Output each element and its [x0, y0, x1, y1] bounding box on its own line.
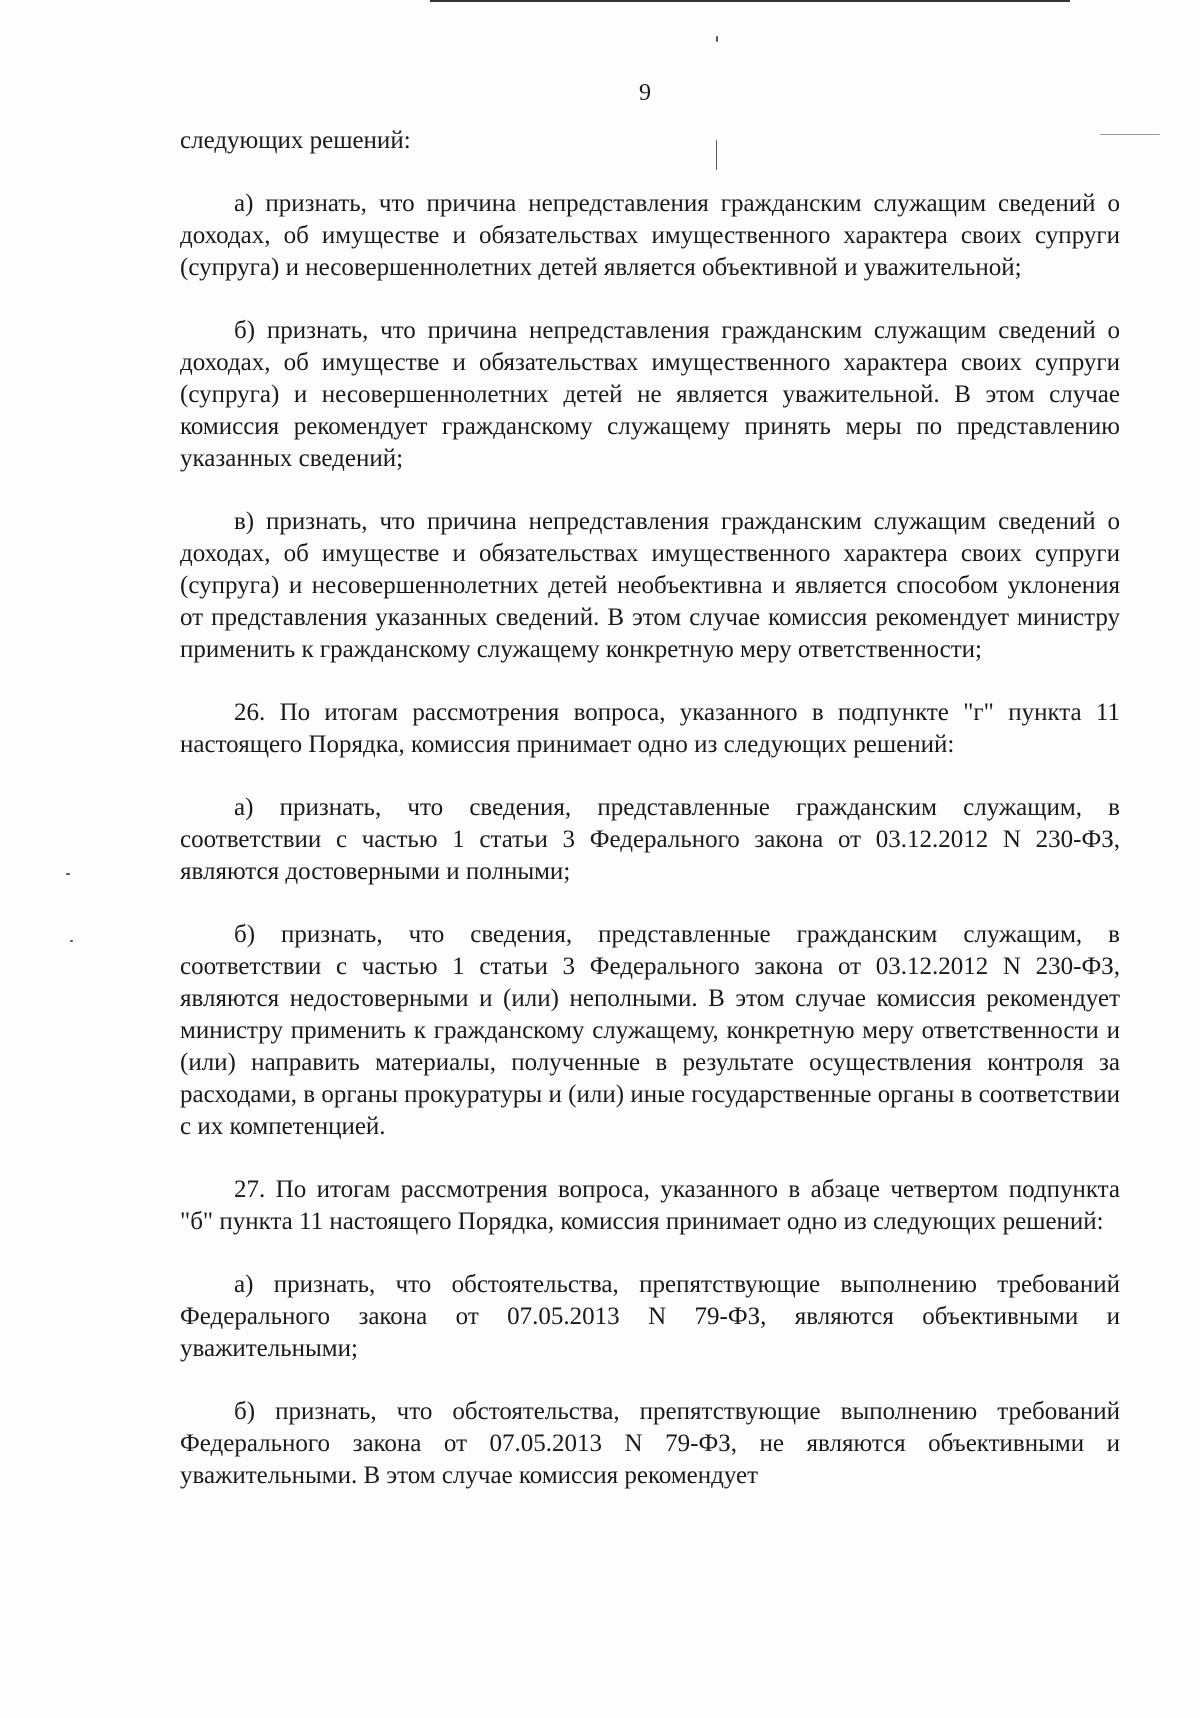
top-border-line	[430, 0, 1070, 2]
paragraph-continuation: следующих решений:	[180, 127, 411, 154]
document-body	[180, 125, 1120, 1523]
scan-speck	[716, 140, 717, 170]
paragraph-clause-b-not-valid: б) признать, что причина непредставления гражданским служащим сведений о доходах, об имуществе и обязательствах имущественного характера своих супруги (супруга) и несовершеннолетних детей не является уважительной. В этом случае комиссия рекомендует гражданскому служащему принять меры по представлению указанных сведений;	[180, 317, 1120, 472]
paragraph-item-26-b: б) признать, что сведения, представленные гражданским служащим, в соответствии с частью 1 статьи 3 Федерального закона от 03.12.2012 N 230-ФЗ, являются недостоверными и (или) неполными. В этом случае комиссия рекомендует министру применить к гражданскому служащему, конкретную меру ответственности и (или) направить материалы, полученные в результате осуществления контроля за расходами, в органы прокуратуры и (или) иные государственные органы в соответствии с их компетенцией.	[180, 921, 1120, 1140]
paragraph-clause-v-evasion: в) признать, что причина непредставления гражданским служащим сведений о доходах, об имуществе и обязательствах имущественного характера своих супруги (супруга) и несовершеннолетних детей необъективна и является способом уклонения от представления указанных сведений. В этом случае комиссия рекомендует министру применить к гражданскому служащему конкретную меру ответственности;	[180, 508, 1120, 663]
paragraph-item-26: 26. По итогам рассмотрения вопроса, указанного в подпункте "г" пункта 11 настоящего Порядка, комиссия принимает одно из следующих решений:	[180, 699, 1120, 758]
paragraph-item-26-a: а) признать, что сведения, представленные гражданским служащим, в соответствии с частью 1 статьи 3 Федерального закона от 03.12.2012 N 230-ФЗ, являются достоверными и полными;	[180, 794, 1120, 885]
page-number: 9	[639, 80, 651, 106]
paragraph-item-27-b: б) признать, что обстоятельства, препятствующие выполнению требований Федерального закона от 07.05.2013 N 79-ФЗ, не являются объективными и уважительными. В этом случае комиссия рекомендует	[180, 1398, 1120, 1489]
paragraph-item-27: 27. По итогам рассмотрения вопроса, указанного в абзаце четвертом подпункта "б" пункта 11 настоящего Порядка, комиссия принимает одно из следующих решений:	[180, 1176, 1120, 1235]
scan-speck	[1100, 134, 1160, 135]
paragraph-item-27-a: а) признать, что обстоятельства, препятствующие выполнению требований Федерального закона от 07.05.2013 N 79-ФЗ, являются объективными и уважительными;	[180, 1271, 1120, 1362]
scan-speck	[716, 36, 718, 42]
paragraph-clause-a-objective: а) признать, что причина непредставления гражданским служащим сведений о доходах, об имуществе и обязательствах имущественного характера своих супруги (супруга) и несовершеннолетних детей является объективной и уважительной;	[180, 190, 1120, 281]
scan-speck	[66, 873, 70, 875]
scan-speck	[70, 940, 73, 942]
